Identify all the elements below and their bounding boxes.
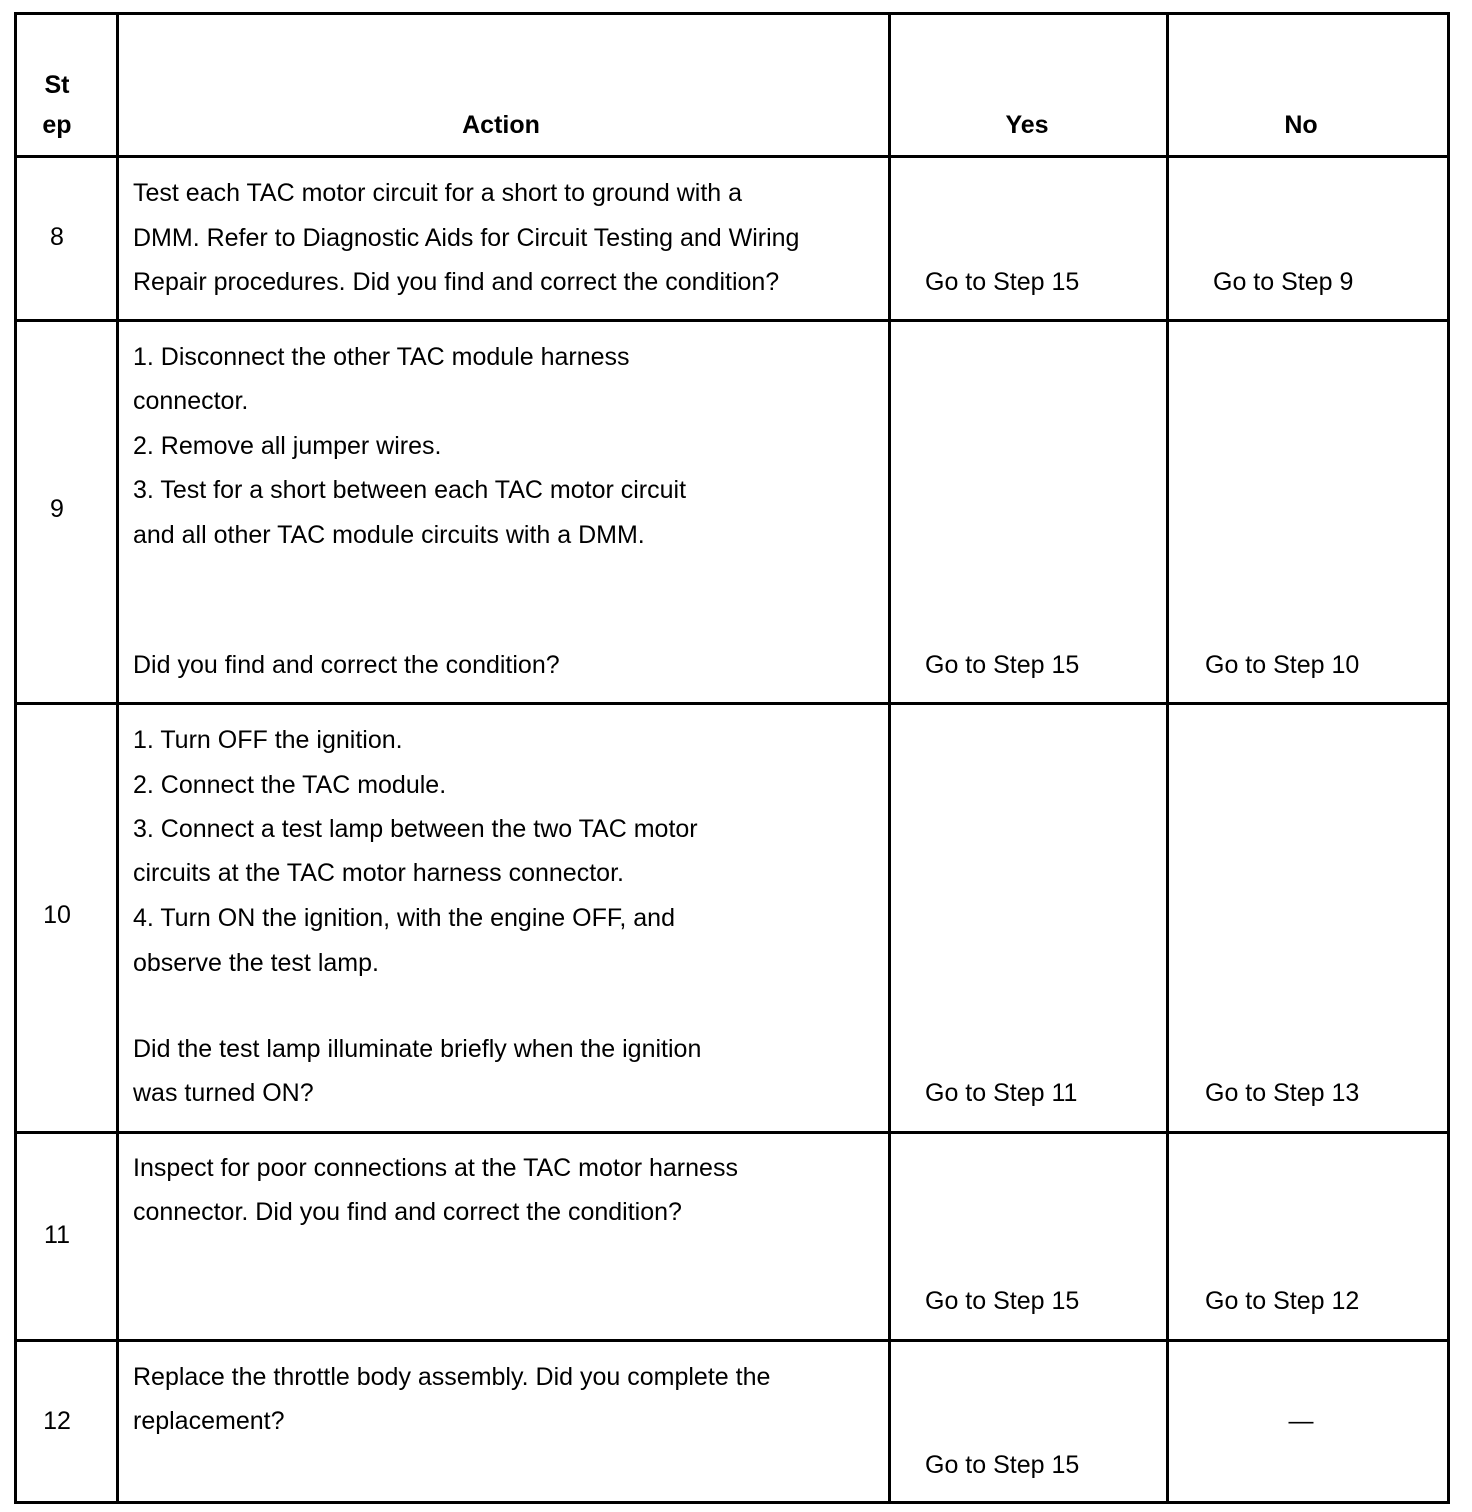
column-divider <box>116 15 119 1501</box>
action-line: Replace the throttle body assembly. Did you complete the <box>133 1363 771 1391</box>
action-question: was turned ON? <box>133 1079 314 1107</box>
step-number: 9 <box>50 495 64 523</box>
step-number: 12 <box>43 1407 71 1435</box>
header-yes: Yes <box>1005 111 1049 139</box>
action-line: 1. Disconnect the other TAC module harness <box>133 343 630 371</box>
yes-result: Go to Step 15 <box>925 1451 1080 1479</box>
action-line: Repair procedures. Did you find and correct the condition? <box>133 268 780 296</box>
column-divider <box>888 15 891 1501</box>
action-question: Did you find and correct the condition? <box>133 651 560 679</box>
action-line: Inspect for poor connections at the TAC motor harness <box>133 1154 738 1182</box>
action-line: 2. Remove all jumper wires. <box>133 432 442 460</box>
action-line: circuits at the TAC motor harness connector. <box>133 859 624 887</box>
action-question: Did the test lamp illuminate briefly when the ignition <box>133 1035 702 1063</box>
no-result: Go to Step 12 <box>1205 1287 1360 1315</box>
row-divider <box>17 1131 1447 1134</box>
row-divider <box>17 1339 1447 1342</box>
action-line: DMM. Refer to Diagnostic Aids for Circuit Testing and Wiring <box>133 224 800 252</box>
action-line: observe the test lamp. <box>133 949 379 977</box>
step-number: 11 <box>44 1221 70 1249</box>
action-line: connector. <box>133 387 249 415</box>
header-step-line1: St <box>44 71 70 99</box>
no-result: — <box>1288 1407 1314 1435</box>
no-result: Go to Step 10 <box>1205 651 1360 679</box>
yes-result: Go to Step 15 <box>925 651 1080 679</box>
yes-result: Go to Step 15 <box>925 1287 1080 1315</box>
no-result: Go to Step 9 <box>1213 268 1354 296</box>
row-divider <box>17 155 1447 158</box>
action-line: connector. Did you find and correct the condition? <box>133 1198 682 1226</box>
step-number: 10 <box>43 901 71 929</box>
no-result: Go to Step 13 <box>1205 1079 1360 1107</box>
header-step-line2: ep <box>42 111 72 139</box>
action-line: 3. Connect a test lamp between the two TAC motor <box>133 815 698 843</box>
yes-result: Go to Step 15 <box>925 268 1080 296</box>
action-line: 4. Turn ON the ignition, with the engine OFF, and <box>133 904 675 932</box>
header-action: Action <box>462 111 540 139</box>
step-number: 8 <box>50 223 64 251</box>
action-line: and all other TAC module circuits with a DMM. <box>133 521 645 549</box>
action-line: 1. Turn OFF the ignition. <box>133 726 403 754</box>
action-line: replacement? <box>133 1407 285 1435</box>
action-line: 3. Test for a short between each TAC motor circuit <box>133 476 687 504</box>
yes-result: Go to Step 11 <box>925 1079 1078 1107</box>
column-divider <box>1166 15 1169 1501</box>
row-divider <box>17 319 1447 322</box>
action-line: Test each TAC motor circuit for a short to ground with a <box>133 179 743 207</box>
row-divider <box>17 702 1447 705</box>
header-no: No <box>1284 111 1318 139</box>
action-line: 2. Connect the TAC module. <box>133 771 447 799</box>
